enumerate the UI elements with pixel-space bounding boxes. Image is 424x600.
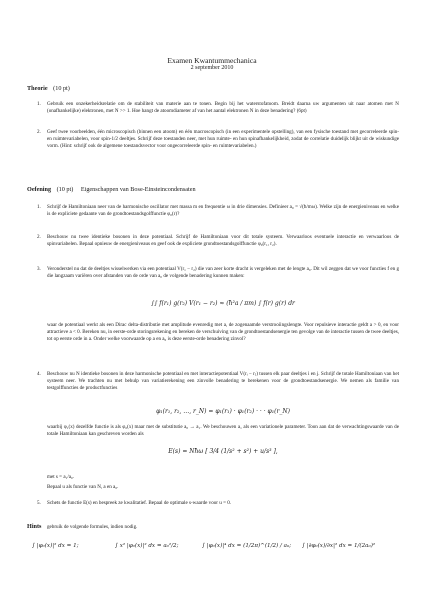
theory-title: Theorie xyxy=(27,85,48,92)
theory-item-1-text: Gebruik een onzekerheidsrelatie om de stabiliteit van materie aan te tonen. Begin bij het waterstofatoom. Breidt daarna uw argumenten uit naar atomen met N (onafhankelijke) elektronen, met N >> 1. Hoe hangt de atoomdiameter af van het aantal elektronen N in deze benadering? (6pt) xyxy=(47,101,399,115)
energy-equation: E(s) = Nħω [ 3/4 (1/s² + s²) + u/s³ ], xyxy=(168,448,278,455)
exercise-item-4-text: Beschouw nu N identieke bosonen in deze harmonische potentiaal en met interactiepotentiaal V(rᵢ − rⱼ) tussen elk paar deeltjes i en j. Schrijf de totale Hamiltoniaan van het systeem neer. We trachten nu met behulp van variatierekening een zinvolle benadering te berekenen voor de grondtoestandsenergie. We nemen als familie van testgolffuncties de productfuncties xyxy=(47,371,399,392)
theory-heading xyxy=(27,85,70,93)
exercise-item-1-text: Schrijf de Hamiltoniaan neer van de harmonische oscillator met massa m en frequentie ω in drie dimensies. Definieer a₀ = √(ħ/mω). Welke zijn de energieniveaus en welke is de expliciete gedaante van de grondtoestandsgolffunctie φ₀(r)? xyxy=(47,204,399,218)
exercise-item-5-number: 5. xyxy=(37,500,41,506)
product-function-equation: φ₁(r₁, r₂, …, r_N) = φ₁(r₁) · φ₁(r₂) · · · φ₁(r_N) xyxy=(156,408,290,415)
exercise-item-5-text: Schets de functie E(s) en bespreek ze kwalitatief. Bepaal de optimale s-waarde voor u = 0. xyxy=(47,500,232,506)
exercise-item-3-continued: waar de potentiaal werkt als een Dirac delta-distributie met amplitude evenredig met a, de zogenaamde verstrooiingslengte. Voor repulsieve interactie geldt a > 0, en voor attractieve a < 0. Bereken nu, in eerste-orde storingsrekening en bereken de verschuiving van de grondtoestandsenergie ten gevolge van de interactie tussen de twee deeltjes, tot op eerste orde in a. Onder welke voorwaarde op a en a₀ is deze eerste-orde benadering zinvol? xyxy=(47,322,399,343)
exercise-item-4-determine-u: Bepaal u als functie van N, a en a₀. xyxy=(47,484,119,490)
exercise-item-4-continued: waarbij φ₁(x) dezelfde functie is als φ₀(x) maar met de substitutie a₀ → a₁. We beschouwen a₁ als een variationele parameter. Toon aan dat de verwachtingswaarde van de totale Hamiltoniaan kan geschreven worden als xyxy=(47,424,399,438)
theory-item-1-number: 1. xyxy=(37,101,41,107)
hints-title: Hints xyxy=(27,523,42,530)
exam-date: 2 september 2010 xyxy=(190,65,234,71)
exercise-subject: Eigenschappen van Bose-Einsteincondensaten xyxy=(80,186,196,193)
exercise-item-2-number: 2. xyxy=(37,234,41,240)
exercise-item-2-text: Beschouw nu twee identieke bosonen in deze potentiaal. Schrijf de Hamiltoniaan voor dit totale systeem. Verwaarloos eventuele interactie en verwaarloos de spinvariabelen. Bepaal opnieuw de energieniveaus en geef ook de expliciete grondtoestandsgolffunctie φ₀(r₁, r₂). xyxy=(47,234,399,248)
exercise-points: (10 pt) xyxy=(56,186,74,193)
hints-heading xyxy=(27,523,137,531)
exercise-item-3-text: Veronderstel nu dat de deeltjes wisselwerken via een potentiaal V(r₁ − r₂) die van zeer korte dracht is vergeleken met de lengte a₀. Dit wil zeggen dat we voor functies f en g die langzaam variëren over afstanden van de orde van a₀ de volgende benadering kunnen maken: xyxy=(47,266,399,280)
approximation-equation: ∫∫ f(r₁) g(r₂) V(r₁ − r₂) ≈ (ħ²a / πm) ∫ f(r) g(r) dr xyxy=(151,300,295,307)
hint-formula-normalization: ∫ |φ₀(x)|² dx = 1; xyxy=(32,543,79,549)
exercise-item-3-number: 3. xyxy=(37,266,41,272)
theory-item-2-number: 2. xyxy=(37,129,41,135)
theory-item-2-text: Geef twee voorbeelden, één microscopisch (binnen een atoom) en één macroscopisch (in een experimentele opstelling), van een fysische toestand met gecorreleerde spin- en ruimtevariabelen, voor spin-1/2 deeltjes. Schrijf deze toestanden neer, met hun ruimte- en hun spinafhankelijkheid, zodat de correlatie duidelijk blijkt uit de wiskundige vorm. (Hint: schrijf ook de algemene toestandsvector voor ongecorreleerde spin- en ruimtevariabelen.) xyxy=(47,129,399,150)
exercise-item-1-number: 1. xyxy=(37,204,41,210)
theory-points: (10 pt) xyxy=(53,85,70,92)
hint-formula-fourth-power: ∫ |φ₀(x)|⁴ dx = (1/2π)^(1/2) / a₀; xyxy=(202,543,292,549)
exercise-title: Oefening xyxy=(27,186,52,193)
hints-text: gebruik de volgende formules, indien nodig. xyxy=(47,524,138,530)
exercise-heading xyxy=(27,186,196,194)
exercise-item-4-number: 4. xyxy=(37,371,41,377)
exam-title: Examen Kwantummechanica xyxy=(167,56,257,65)
hint-formula-derivative: ∫ |∂φ₀(x)/∂x|² dx = 1/(2a₀)² xyxy=(302,543,376,549)
exercise-item-4-s-definition: met s = a₁/a₀. xyxy=(47,474,75,480)
hint-formula-second-moment: ∫ x² |φ₀(x)|² dx = a₀²/2; xyxy=(115,543,179,549)
